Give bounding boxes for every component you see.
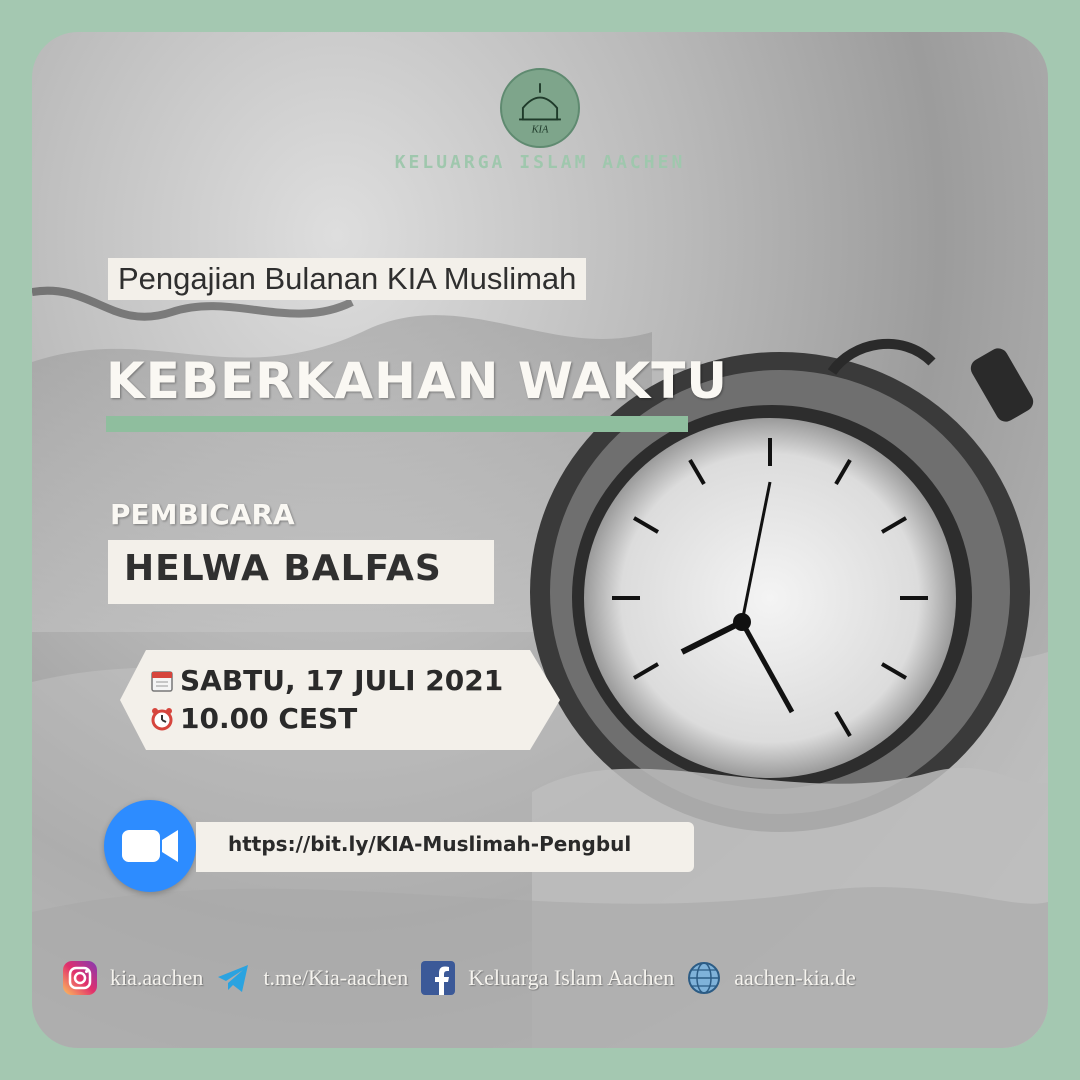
instagram-link[interactable]: [62, 960, 203, 996]
instagram-handle: kia.aachen: [110, 965, 204, 990]
calendar-icon: [150, 669, 174, 693]
event-date-row: [150, 664, 503, 697]
kia-logo: [500, 68, 580, 148]
telegram-icon: [215, 960, 251, 996]
event-time-row: [150, 702, 357, 735]
logo-text: KIA: [531, 124, 549, 136]
zoom-video-icon: [104, 800, 196, 892]
alarm-clock-icon: [150, 707, 174, 731]
title-underline: [106, 416, 688, 432]
telegram-link[interactable]: [215, 960, 408, 996]
instagram-icon: [62, 960, 98, 996]
organization-name: KELUARGA ISLAM AACHEN: [394, 152, 686, 173]
website-url: aachen-kia.de: [734, 965, 856, 990]
globe-icon: [686, 960, 722, 996]
social-footer: [62, 958, 868, 998]
event-subtitle: Pengajian Bulanan KIA Muslimah: [108, 258, 586, 300]
telegram-handle: t.me/Kia-aachen: [263, 965, 409, 990]
meeting-link[interactable]: https://bit.ly/KIA-Muslimah-Pengbul: [228, 832, 632, 856]
facebook-icon: [420, 960, 456, 996]
event-date: SABTU, 17 JULI 2021: [180, 664, 504, 697]
facebook-page: Keluarga Islam Aachen: [468, 965, 675, 990]
speaker-label: PEMBICARA: [110, 498, 295, 531]
website-link[interactable]: [686, 960, 856, 996]
event-title: KEBERKAHAN WAKTU: [106, 352, 728, 410]
facebook-link[interactable]: [420, 960, 674, 996]
speaker-name: HELWA BALFAS: [124, 548, 442, 589]
event-time: 10.00 CEST: [180, 702, 358, 735]
poster-card: [32, 32, 1048, 1048]
